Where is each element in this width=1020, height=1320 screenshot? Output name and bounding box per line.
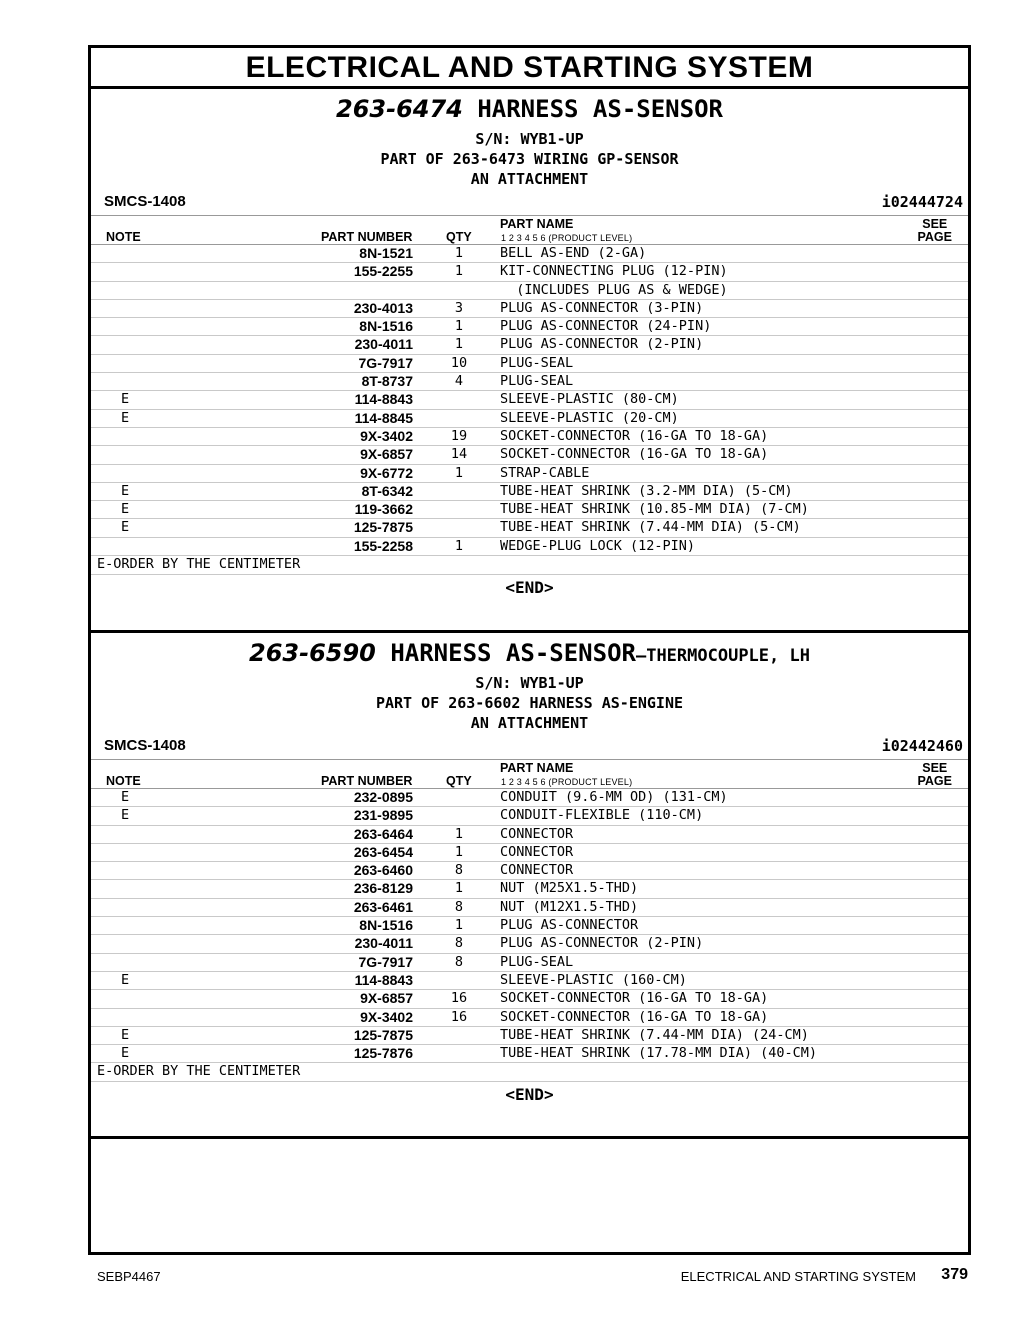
- illustration-id: i02444724: [881, 193, 963, 211]
- part-number-cell: 9X-3402: [360, 427, 413, 444]
- qty-cell: 10: [450, 354, 468, 371]
- table-row: [91, 972, 968, 990]
- part-number-cell: 236-8129: [353, 880, 413, 897]
- part-number-cell: 8T-6342: [361, 482, 413, 499]
- table-row: [91, 318, 968, 336]
- part-name-cell: SOCKET-CONNECTOR (16-GA TO 18-GA): [500, 446, 769, 463]
- table-row: [91, 935, 968, 953]
- part-number-cell: 230-4013: [353, 299, 413, 316]
- part-number-cell: 8N-1516: [359, 318, 413, 335]
- parts-table: [91, 245, 968, 556]
- part-number-cell: 155-2255: [353, 263, 413, 280]
- serial-number: S/N: WYB1-UP: [475, 674, 584, 692]
- part-number-cell: 8N-1521: [359, 245, 413, 261]
- part-name-cell: PLUG-SEAL: [500, 953, 574, 970]
- attachment-text: AN ATTACHMENT: [470, 170, 589, 188]
- part-name-cell: KIT-CONNECTING PLUG (12-PIN): [500, 263, 728, 280]
- part-number-cell: 8N-1516: [359, 917, 413, 934]
- part-number-cell: 7G-7917: [358, 953, 413, 970]
- table-row: [91, 391, 968, 409]
- part-name-cell: TUBE-HEAT SHRINK (7.44-MM DIA) (24-CM): [500, 1026, 809, 1043]
- table-row: [91, 862, 968, 880]
- smcs-code: SMCS-1408: [104, 193, 186, 210]
- part-name-cell: CONNECTOR: [500, 862, 574, 879]
- qty-header: QTY: [446, 774, 472, 788]
- part-number-cell: 9X-6857: [360, 990, 413, 1007]
- part-name-cell: PLUG-SEAL: [500, 354, 574, 371]
- note-cell: E: [121, 409, 130, 426]
- qty-cell: 1: [454, 263, 464, 280]
- qty-cell: 1: [454, 336, 464, 353]
- part-of-text: PART OF 263-6473 WIRING GP-SENSOR: [380, 150, 679, 168]
- part-number-cell: 263-6460: [353, 862, 413, 879]
- qty-cell: 19: [450, 427, 468, 444]
- part-number-cell: 263-6461: [353, 898, 413, 915]
- qty-cell: 1: [454, 825, 464, 842]
- note-cell: E: [121, 519, 130, 536]
- table-row: [91, 789, 968, 807]
- part-name-cell: SOCKET-CONNECTOR (16-GA TO 18-GA): [500, 427, 769, 444]
- qty-cell: 1: [454, 843, 464, 860]
- assembly-name: HARNESS AS-SENSOR: [390, 639, 636, 667]
- qty-cell: 1: [454, 318, 464, 335]
- part-name-cell: SLEEVE-PLASTIC (80-CM): [500, 391, 679, 408]
- part-number-cell: 114-8843: [354, 971, 413, 988]
- part-number-cell: 231-9895: [353, 807, 413, 824]
- assembly-number: 263-6474: [336, 95, 463, 123]
- part-name-cell: TUBE-HEAT SHRINK (10.85-MM DIA) (7-CM): [500, 501, 809, 518]
- part-name-cell: SLEEVE-PLASTIC (20-CM): [500, 409, 679, 426]
- table-row: [91, 1009, 968, 1027]
- part-name-cell: (INCLUDES PLUG AS & WEDGE): [500, 281, 728, 298]
- page-header: ELECTRICAL AND STARTING SYSTEM: [91, 48, 968, 89]
- section-title: [91, 89, 968, 129]
- qty-cell: 1: [454, 464, 464, 481]
- part-number-cell: 9X-3402: [360, 1008, 413, 1025]
- part-number-cell: 9X-6857: [360, 446, 413, 463]
- table-row: [91, 1045, 968, 1063]
- product-level-header: 1 2 3 4 5 6 (PRODUCT LEVEL): [501, 777, 633, 787]
- qty-cell: 1: [454, 917, 464, 934]
- qty-cell: 1: [454, 537, 464, 554]
- part-name-cell: TUBE-HEAT SHRINK (17.78-MM DIA) (40-CM): [500, 1045, 817, 1062]
- part-number-cell: 9X-6772: [360, 464, 413, 481]
- part-of-text: PART OF 263-6602 HARNESS AS-ENGINE: [375, 694, 684, 712]
- table-row: [91, 990, 968, 1008]
- table-row: [91, 538, 968, 556]
- smcs-row: [91, 189, 968, 216]
- part-name-cell: NUT (M25X1.5-THD): [500, 880, 639, 897]
- part-name-cell: CONNECTOR: [500, 843, 574, 860]
- table-row: [91, 880, 968, 898]
- assembly-name: HARNESS AS-SENSOR: [477, 95, 723, 123]
- table-row: [91, 410, 968, 428]
- table-row: [91, 954, 968, 972]
- assembly-suffix: —THERMOCOUPLE, LH: [635, 646, 810, 666]
- qty-cell: 16: [450, 990, 468, 1007]
- note-header: NOTE: [106, 230, 141, 244]
- qty-cell: 8: [454, 935, 464, 952]
- part-number-cell: 263-6464: [353, 825, 413, 842]
- table-row: [91, 245, 968, 263]
- table-row: [91, 917, 968, 935]
- table-row: [91, 519, 968, 537]
- table-row: [91, 807, 968, 825]
- qty-cell: 3: [454, 299, 464, 316]
- table-row: [91, 282, 968, 300]
- part-name-cell: STRAP-CABLE: [500, 464, 590, 481]
- table-row: [91, 483, 968, 501]
- note-cell: E: [121, 971, 130, 988]
- footer-section-title: ELECTRICAL AND STARTING SYSTEM: [680, 1269, 916, 1284]
- qty-header: QTY: [446, 230, 472, 244]
- footnote: E-ORDER BY THE CENTIMETER: [91, 556, 968, 575]
- table-row: [91, 501, 968, 519]
- part-number-cell: 114-8843: [354, 391, 413, 408]
- part-number-cell: 232-0895: [353, 789, 413, 805]
- part-name-cell: PLUG AS-CONNECTOR (3-PIN): [500, 299, 704, 316]
- see-page-header: [918, 762, 953, 788]
- table-row: [91, 844, 968, 862]
- part-name-cell: PLUG AS-CONNECTOR (2-PIN): [500, 935, 704, 952]
- note-cell: E: [121, 501, 130, 518]
- page-label: PAGE: [917, 774, 952, 788]
- footnote: E-ORDER BY THE CENTIMETER: [91, 1063, 968, 1082]
- see-label: SEE: [922, 761, 948, 775]
- part-number-cell: 8T-8737: [361, 373, 413, 390]
- part-name-cell: PLUG AS-CONNECTOR (24-PIN): [500, 318, 712, 335]
- part-number-cell: 7G-7917: [358, 354, 413, 371]
- part-name-cell: CONNECTOR: [500, 825, 574, 842]
- assembly-number: 263-6590: [249, 639, 376, 667]
- smcs-code: SMCS-1408: [104, 737, 186, 754]
- part-number-cell: 230-4011: [354, 336, 413, 353]
- part-name-cell: NUT (M12X1.5-THD): [500, 898, 639, 915]
- smcs-row: [91, 733, 968, 760]
- part-name-cell: SLEEVE-PLASTIC (160-CM): [500, 971, 687, 988]
- part-name-cell: BELL AS-END (2-GA): [500, 245, 647, 261]
- part-number-cell: 125-7876: [353, 1045, 413, 1062]
- product-level-header: 1 2 3 4 5 6 (PRODUCT LEVEL): [501, 233, 633, 243]
- end-marker: <END>: [505, 1085, 554, 1105]
- page-label: PAGE: [917, 230, 952, 244]
- part-number-cell: 125-7875: [353, 1026, 413, 1043]
- section-title: [91, 633, 968, 673]
- table-row: [91, 373, 968, 391]
- table-row: [91, 1027, 968, 1045]
- part-name-cell: WEDGE-PLUG LOCK (12-PIN): [500, 537, 696, 554]
- part-name-cell: PLUG AS-CONNECTOR: [500, 917, 639, 934]
- part-number-cell: 155-2258: [353, 537, 413, 554]
- part-number-cell: 230-4011: [354, 935, 413, 952]
- part-name-cell: SOCKET-CONNECTOR (16-GA TO 18-GA): [500, 990, 769, 1007]
- part-number-header: PART NUMBER: [321, 774, 413, 788]
- see-page-header: [918, 218, 953, 244]
- note-cell: E: [121, 807, 130, 824]
- end-marker: <END>: [505, 578, 554, 598]
- parts-section-1: [91, 89, 968, 633]
- table-row: [91, 355, 968, 373]
- part-name-cell: CONDUIT (9.6-MM OD) (131-CM): [500, 789, 728, 805]
- qty-cell: 14: [450, 446, 468, 463]
- part-name-cell: TUBE-HEAT SHRINK (3.2-MM DIA) (5-CM): [500, 482, 793, 499]
- note-cell: E: [121, 1026, 130, 1043]
- note-cell: E: [121, 1045, 130, 1062]
- table-row: [91, 446, 968, 464]
- table-row: [91, 300, 968, 318]
- table-row: [91, 336, 968, 354]
- qty-cell: 1: [454, 245, 464, 261]
- see-label: SEE: [922, 217, 948, 231]
- qty-cell: 16: [450, 1008, 468, 1025]
- table-row: [91, 465, 968, 483]
- qty-cell: 8: [454, 862, 464, 879]
- parts-section-2: [91, 633, 968, 1139]
- part-number-header: PART NUMBER: [321, 230, 413, 244]
- page-frame: [88, 45, 971, 1255]
- part-name-cell: CONDUIT-FLEXIBLE (110-CM): [500, 807, 704, 824]
- column-header-row: [91, 760, 968, 789]
- table-row: [91, 428, 968, 446]
- part-number-cell: 119-3662: [354, 501, 413, 518]
- part-name-cell: SOCKET-CONNECTOR (16-GA TO 18-GA): [500, 1008, 769, 1025]
- part-name-header: PART NAME: [500, 217, 574, 231]
- page-footer: [97, 1265, 968, 1285]
- part-name-cell: PLUG AS-CONNECTOR (2-PIN): [500, 336, 704, 353]
- note-cell: E: [121, 391, 130, 408]
- illustration-id: i02442460: [881, 737, 963, 755]
- column-header-row: [91, 216, 968, 245]
- table-row: [91, 263, 968, 281]
- qty-cell: 4: [454, 373, 464, 390]
- table-row: [91, 826, 968, 844]
- part-name-cell: PLUG-SEAL: [500, 373, 574, 390]
- note-header: NOTE: [106, 774, 141, 788]
- document-id: SEBP4467: [97, 1269, 161, 1284]
- part-name-header: PART NAME: [500, 761, 574, 775]
- part-number-cell: 125-7875: [353, 519, 413, 536]
- note-cell: E: [121, 482, 130, 499]
- qty-cell: 8: [454, 898, 464, 915]
- part-name-cell: TUBE-HEAT SHRINK (7.44-MM DIA) (5-CM): [500, 519, 801, 536]
- attachment-text: AN ATTACHMENT: [470, 714, 589, 732]
- table-row: [91, 899, 968, 917]
- qty-cell: 1: [454, 880, 464, 897]
- page-number: 379: [941, 1266, 968, 1283]
- part-number-cell: 263-6454: [353, 843, 413, 860]
- note-cell: E: [121, 789, 130, 805]
- parts-table: [91, 789, 968, 1063]
- part-number-cell: 114-8845: [354, 409, 413, 426]
- serial-number: S/N: WYB1-UP: [475, 130, 584, 148]
- qty-cell: 8: [454, 953, 464, 970]
